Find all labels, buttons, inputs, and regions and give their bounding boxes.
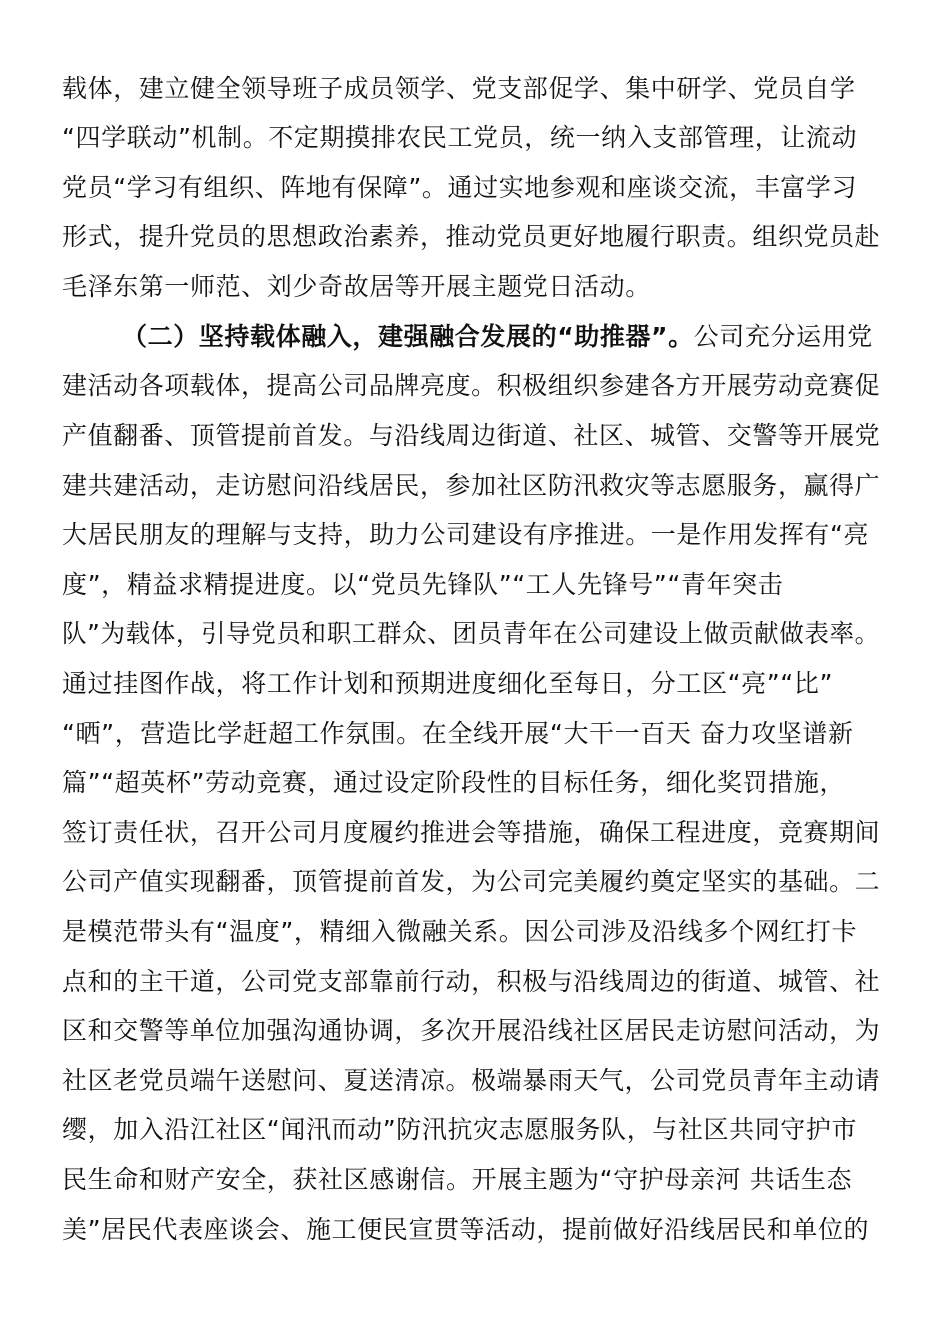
body-line: 社区老党员端午送慰问、夏送清凉。极端暴雨天气，公司党员青年主动请	[62, 1066, 881, 1095]
body-line: 点和的主干道，公司党支部靠前行动，积极与沿线周边的街道、城管、社	[62, 967, 881, 996]
body-line: 公司产值实现翻番，顶管提前首发，为公司完美履约奠定坚实的基础。二	[62, 867, 881, 896]
body-line: 签订责任状，召开公司月度履约推进会等措施，确保工程进度，竞赛期间	[62, 818, 881, 847]
body-line: 篇”“超英杯”劳动竞赛，通过设定阶段性的目标任务，细化奖罚措施，	[62, 768, 846, 797]
body-line: 党员“学习有组织、阵地有保障”。通过实地参观和座谈交流，丰富学习	[62, 173, 858, 202]
body-text-continuation: 公司充分运用党	[693, 322, 873, 351]
body-line: 队”为载体，引导党员和职工群众、团员青年在公司建设上做贡献做表率。	[62, 619, 880, 648]
body-line: 建活动各项载体，提高公司品牌亮度。积极组织参建各方开展劳动竞赛促	[62, 371, 881, 400]
body-line: 毛泽东第一师范、刘少奇故居等开展主题党日活动。	[62, 272, 651, 301]
section-heading-line	[122, 312, 873, 362]
body-line: 区和交警等单位加强沟通协调，多次开展沿线社区居民走访慰问活动，为	[62, 1016, 881, 1045]
body-line: 缨，加入沿江社区“闻汛而动”防汛抗灾志愿服务队，与社区共同守护市	[62, 1115, 858, 1144]
body-line: 美”居民代表座谈会、施工便民宣贯等活动，提前做好沿线居民和单位的	[62, 1215, 870, 1244]
body-line: 度”，精益求精提进度。以“党员先锋队”“工人先锋号”“青年突击	[62, 570, 784, 599]
body-line: “四学联动”机制。不定期摸排农民工党员，统一纳入支部管理，让流动	[62, 123, 858, 152]
body-line: 形式，提升党员的思想政治素养，推动党员更好地履行职责。组织党员赴	[62, 222, 881, 251]
section-heading: （二）坚持载体融入，建强融合发展的“助推器”。	[122, 322, 694, 351]
body-line: 载体，建立健全领导班子成员领学、党支部促学、集中研学、党员自学	[62, 74, 856, 103]
body-line: 通过挂图作战，将工作计划和预期进度细化至每日，分工区“亮”“比”	[62, 669, 834, 698]
body-line: 产值翻番、顶管提前首发。与沿线周边街道、社区、城管、交警等开展党	[62, 421, 881, 450]
body-line: “晒”，营造比学赶超工作氛围。在全线开展“大干一百天 奋力攻坚谱新	[62, 719, 854, 748]
body-line: 大居民朋友的理解与支持，助力公司建设有序推进。一是作用发挥有“亮	[62, 520, 870, 549]
body-line: 是模范带头有“温度”，精细入微融关系。因公司涉及沿线多个网红打卡	[62, 917, 858, 946]
body-line: 建共建活动，走访慰问沿线居民，参加社区防汛救灾等志愿服务，赢得广	[62, 471, 881, 500]
body-line: 民生命和财产安全，获社区感谢信。开展主题为“守护母亲河 共话生态	[62, 1165, 853, 1194]
